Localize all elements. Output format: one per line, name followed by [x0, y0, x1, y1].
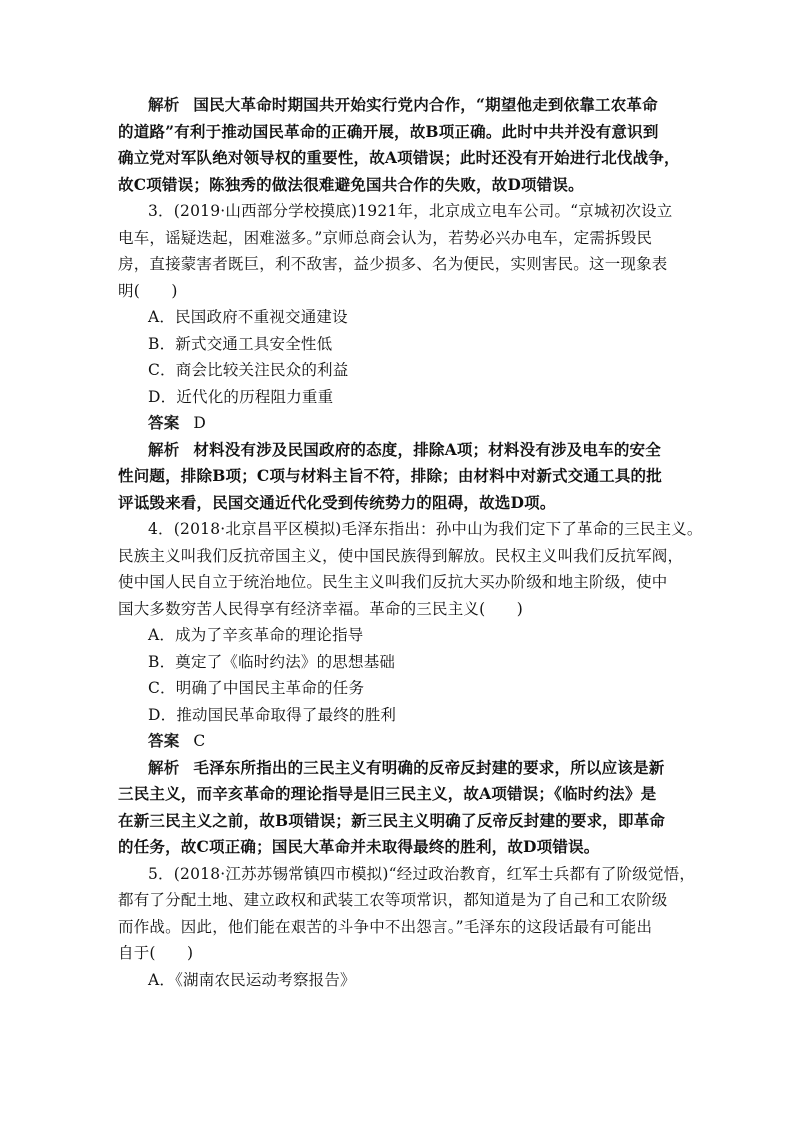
- question-3-option-b: B．新式交通工具安全性低: [148, 334, 333, 353]
- question-5-stem: 而作战。因此，他们能在艰苦的斗争中不出怨言。”毛泽东的这段话最有可能出: [118, 917, 653, 936]
- analysis-label: 解析: [148, 440, 180, 459]
- question-4-stem: 民族主义叫我们反抗帝国主义，使中国民族得到解放。民权主义叫我们反抗军阀，: [118, 546, 684, 565]
- analysis-line: 的道路”有利于推动国民革命的正确开展，故B项正确。此时中共并没有意识到: [118, 121, 659, 141]
- answer-label: 答案: [148, 414, 180, 432]
- question-4-option-b: B．奠定了《临时约法》的思想基础: [148, 652, 396, 671]
- question-4-analysis: 的任务，故C项正确；国民大革命并未取得最终的胜利，故D项错误。: [118, 837, 600, 856]
- question-3-option-d: D．近代化的历程阻力重重: [148, 387, 334, 406]
- question-4-analysis: 解析 毛泽东所指出的三民主义有明确的反帝反封建的要求，所以应该是新: [148, 757, 665, 777]
- question-4-answer: [118, 728, 678, 755]
- question-3-stem: 电车，谣疑迭起，困难滋多。”京师总商会认为，若势必兴办电车，定需拆毁民: [118, 228, 653, 247]
- question-5-option-a: A．《湖南农民运动考察报告》: [148, 970, 356, 989]
- analysis-label: 解析: [148, 758, 180, 777]
- answer-value: D: [193, 414, 207, 432]
- question-4-stem: 4．(2018·北京昌平区模拟)毛泽东指出：孙中山为我们定下了革命的三民主义。: [148, 520, 703, 538]
- question-3-analysis: 评诋毁来看，民国交通近代化受到传统势力的阻碍，故选D项。: [118, 492, 556, 512]
- question-5-stem: 5．(2018·江苏苏锡常镇四市模拟)“经过政治教育，红军士兵都有了阶级觉悟，: [148, 864, 696, 883]
- answer-value: C: [193, 732, 206, 750]
- question-3-answer: [118, 410, 678, 437]
- question-3-option-a: A．民国政府不重视交通建设: [148, 308, 348, 326]
- analysis-line: 确立党对军队绝对领导权的重要性，故A项错误；此时还没有开始进行北伐战争，: [118, 148, 680, 167]
- document-page: [118, 92, 703, 993]
- question-4-analysis: 三民主义，而辛亥革命的理论指导是旧三民主义，故A项错误；《临时约法》是: [118, 784, 657, 803]
- answer-label: 答案: [148, 732, 180, 750]
- question-4-option-c: C．明确了中国民主革命的任务: [148, 679, 365, 697]
- question-4-stem: 国大多数穷苦人民得享有经济幸福。革命的三民主义( ): [118, 599, 523, 618]
- analysis-line: 故C项错误；陈独秀的做法很难避免国共合作的失败，故D项错误。: [118, 174, 584, 194]
- question-3-analysis: 解析 材料没有涉及民国政府的态度，排除A项；材料没有涉及电车的安全: [148, 439, 661, 459]
- question-4-analysis: 在新三民主义之前，故B项错误；新三民主义明确了反帝反封建的要求，即革命: [118, 810, 666, 830]
- question-3-analysis: 性问题，排除B项；C项与材料主旨不符，排除；由材料中对新式交通工具的批: [118, 466, 662, 485]
- question-5-stem: 都有了分配土地、建立政权和武装工农等项常识，都知道是为了自己和工农阶级: [118, 891, 668, 909]
- question-4-option-a: A．成为了辛亥革命的理论指导: [148, 626, 364, 644]
- question-3-stem: 明( ): [118, 281, 178, 300]
- question-3-stem: 房，直接蒙害者既巨，利不敌害，益少损多、名为便民，实则害民。这一现象表: [118, 255, 668, 273]
- question-4-option-d: D．推动国民革命取得了最终的胜利: [148, 705, 397, 724]
- analysis-line: 解析 国民大革命时期国共开始实行党内合作，“期望他走到依靠工农革命: [148, 95, 658, 114]
- analysis-label: 解析: [148, 96, 180, 114]
- question-3-option-c: C．商会比较关注民众的利益: [148, 361, 349, 379]
- question-3-stem: 3．(2019·山西部分学校摸底)1921年，北京成立电车公司。“京城初次设立: [148, 202, 673, 220]
- question-4-stem: 使中国人民自立于统治地位。民生主义叫我们反抗大买办阶级和地主阶级，使中: [118, 573, 668, 591]
- question-5-stem: 自于( ): [118, 944, 194, 962]
